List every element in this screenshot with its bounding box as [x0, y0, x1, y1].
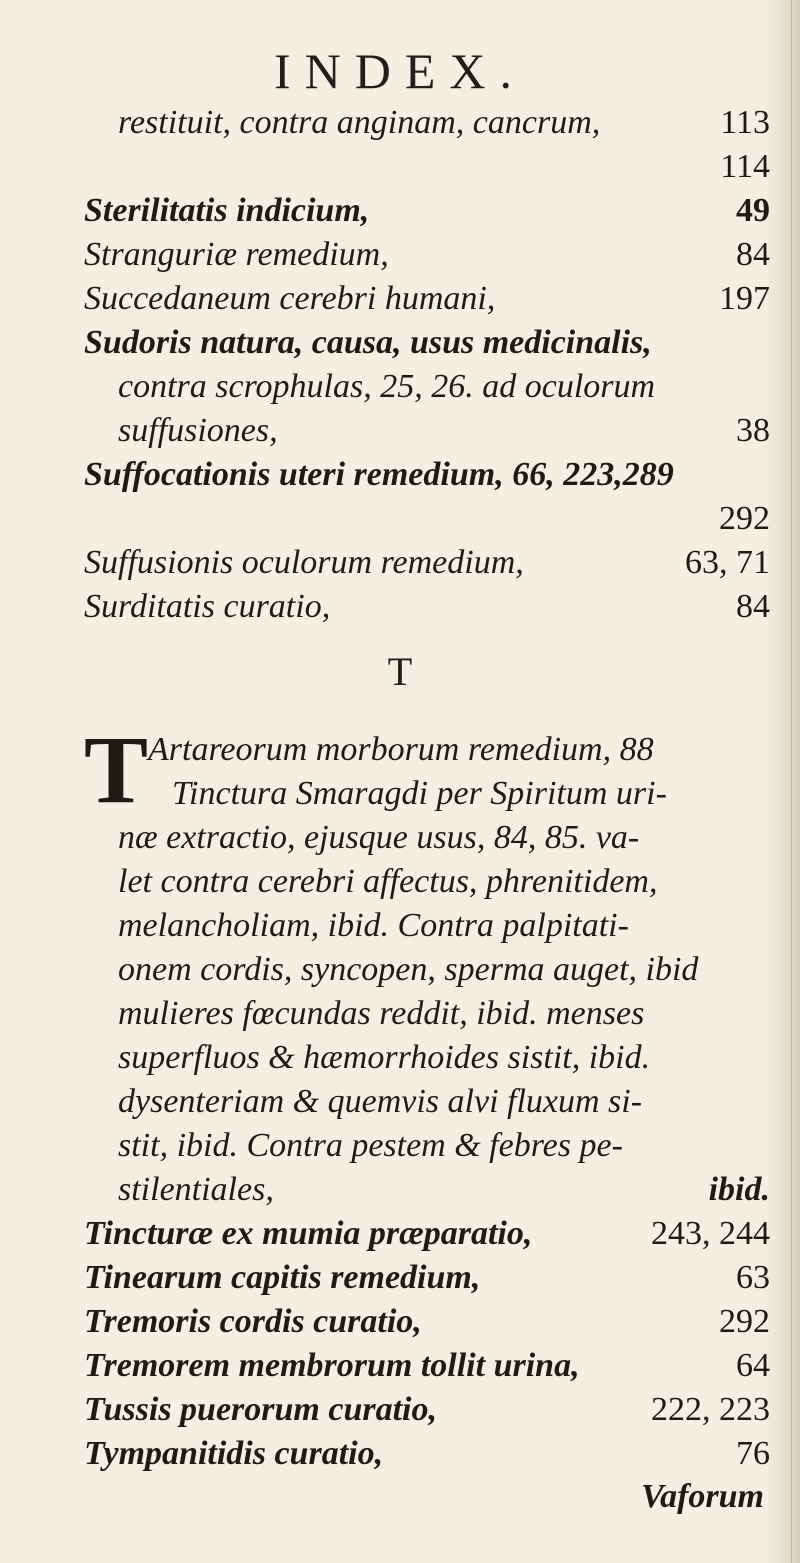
entry-tinctura-smaragdi: Tinctura Smaragdi per Spiritum uri-	[172, 775, 667, 812]
entry-sudoris: Sudoris natura, causa, usus medicinalis,	[84, 324, 652, 361]
entry-artareorum: Artareorum morborum remedium, 88	[148, 731, 654, 768]
entry-tremoris: Tremoris cordis curatio, 292	[84, 1303, 770, 1340]
entry-tinctura-cont-6: superfluos & hæmorrhoides sistit, ibid.	[118, 1039, 651, 1076]
page-spine	[768, 0, 800, 1563]
entry-suffusionis: Suffusionis oculorum remedium, 63, 71	[84, 544, 770, 581]
entry-tremorem: Tremorem membrorum tollit urina, 64	[84, 1347, 770, 1384]
entry-tinctura-cont-9: stilentiales, ibid.	[118, 1171, 770, 1208]
entry-stranguriae: Stranguriæ remedium, 84	[84, 236, 770, 273]
section-letter-t: T	[387, 649, 413, 694]
entry-tincturae-mumia: Tincturæ ex mumia præparatio, 243, 244	[84, 1215, 770, 1252]
entry-suffocationis: Suffocationis uteri remedium, 66, 223,289	[84, 456, 674, 493]
entry-restituit: restituit, contra anginam, cancrum, 113	[118, 104, 770, 141]
entry-tinctura-cont-4: onem cordis, syncopen, sperma auget, ibid	[118, 951, 699, 988]
page-header: INDEX.	[273, 43, 527, 99]
entry-tinctura-cont-5: mulieres fœcundas reddit, ibid. menses	[118, 995, 645, 1032]
drop-cap-letter: T	[84, 716, 149, 823]
spine-edge	[791, 0, 792, 1563]
entry-tinearum: Tinearum capitis remedium, 63	[84, 1259, 770, 1296]
entry-tympanitidis: Tympanitidis curatio, 76	[84, 1435, 770, 1472]
entry-continuation-292: 292	[719, 500, 770, 537]
entry-sterilitatis: Sterilitatis indicium, 49	[84, 192, 770, 229]
entry-tinctura-cont-1: næ extractio, ejusque usus, 84, 85. va-	[118, 819, 640, 856]
entry-continuation-114: 114	[720, 148, 770, 185]
entry-succedaneum: Succedaneum cerebri humani, 197	[84, 280, 770, 317]
entry-surditatis: Surditatis curatio, 84	[84, 588, 770, 625]
entry-tinctura-cont-3: melancholiam, ibid. Contra palpitati-	[118, 907, 629, 944]
entry-tinctura-cont-2: let contra cerebri affectus, phrenitidem,	[118, 863, 658, 900]
entry-sudoris-cont-2: suffusiones, 38	[118, 412, 770, 449]
entry-tinctura-cont-8: stit, ibid. Contra pestem & febres pe-	[118, 1127, 623, 1164]
catchword: Vaforum	[641, 1478, 764, 1515]
entry-tussis: Tussis puerorum curatio, 222, 223	[84, 1391, 770, 1428]
entry-sudoris-cont-1: contra scrophulas, 25, 26. ad oculorum	[118, 368, 656, 405]
entry-tinctura-cont-7: dysenteriam & quemvis alvi fluxum si-	[118, 1083, 643, 1120]
